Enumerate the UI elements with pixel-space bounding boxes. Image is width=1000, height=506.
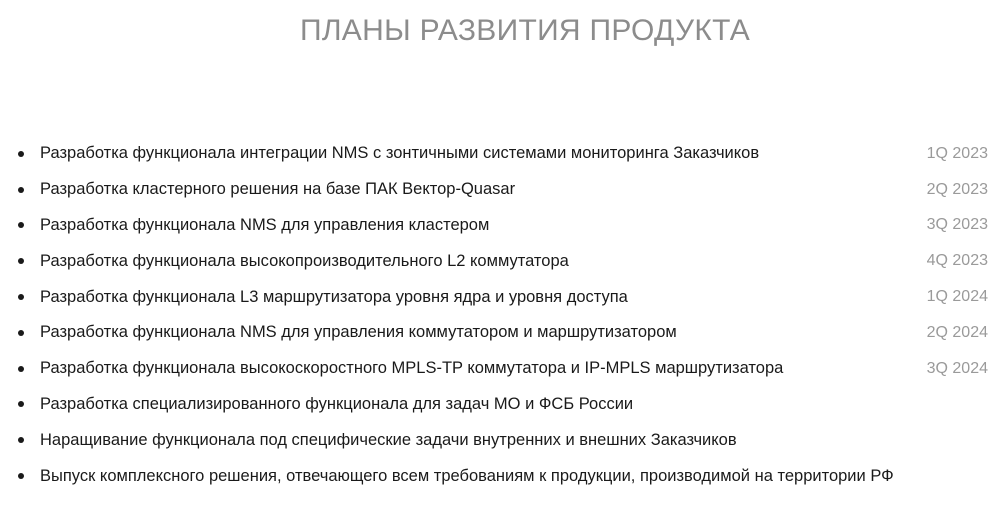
- bullet-icon: [18, 401, 24, 407]
- roadmap-item-text: Разработка функционала высокоскоростного MPLS-TP коммутатора и IP-MPLS маршрутизатора: [40, 359, 784, 378]
- roadmap-item-text: Разработка специализированного функционала для задач МО и ФСБ России: [40, 394, 634, 413]
- roadmap-item-date: 1Q 2024: [926, 288, 988, 306]
- roadmap-item: [0, 243, 1000, 279]
- bullet-icon: [18, 294, 24, 300]
- roadmap-item-text: Разработка функционала L3 маршрутизатора уровня ядра и уровня доступа: [40, 287, 628, 306]
- roadmap-item: [0, 422, 1000, 458]
- roadmap-item-date: 2Q 2023: [926, 180, 988, 198]
- bullet-icon: [18, 366, 24, 372]
- roadmap-item-date: 1Q 2023: [926, 144, 988, 162]
- roadmap-item-text: Выпуск комплексного решения, отвечающего всем требованиям к продукции, производимой на территории РФ: [40, 466, 894, 485]
- roadmap-item-date: 2Q 2024: [926, 323, 988, 341]
- roadmap-item-text: Разработка функционала интеграции NMS с зонтичными системами мониторинга Заказчиков: [40, 144, 760, 163]
- bullet-icon: [18, 151, 24, 157]
- roadmap-item-text: Разработка кластерного решения на базе ПАК Вектор-Quasar: [40, 180, 516, 199]
- roadmap-item-date: 4Q 2023: [926, 252, 988, 270]
- roadmap-item: [0, 172, 1000, 208]
- roadmap-item: [0, 315, 1000, 351]
- roadmap-item-text: Наращивание функционала под специфические задачи внутренних и внешних Заказчиков: [40, 430, 737, 449]
- bullet-icon: [18, 330, 24, 336]
- roadmap-item: [0, 279, 1000, 315]
- roadmap-item-text: Разработка функционала высокопроизводительного L2 коммутатора: [40, 251, 569, 270]
- roadmap-item: [0, 208, 1000, 244]
- bullet-icon: [18, 437, 24, 443]
- slide-title: ПЛАНЫ РАЗВИТИЯ ПРОДУКТА: [299, 14, 751, 47]
- roadmap-item: [0, 136, 1000, 172]
- bullet-icon: [18, 258, 24, 264]
- bullet-icon: [18, 222, 24, 228]
- bullet-icon: [18, 187, 24, 193]
- roadmap-list: [0, 136, 1000, 494]
- roadmap-item-text: Разработка функционала NMS для управления коммутатором и маршрутизатором: [40, 323, 677, 342]
- roadmap-item: [0, 351, 1000, 387]
- roadmap-item: [0, 458, 1000, 494]
- roadmap-item-text: Разработка функционала NMS для управления кластером: [40, 215, 490, 234]
- bullet-icon: [18, 473, 24, 479]
- roadmap-item: [0, 387, 1000, 423]
- roadmap-item-date: 3Q 2023: [926, 216, 988, 234]
- roadmap-item-date: 3Q 2024: [926, 359, 988, 377]
